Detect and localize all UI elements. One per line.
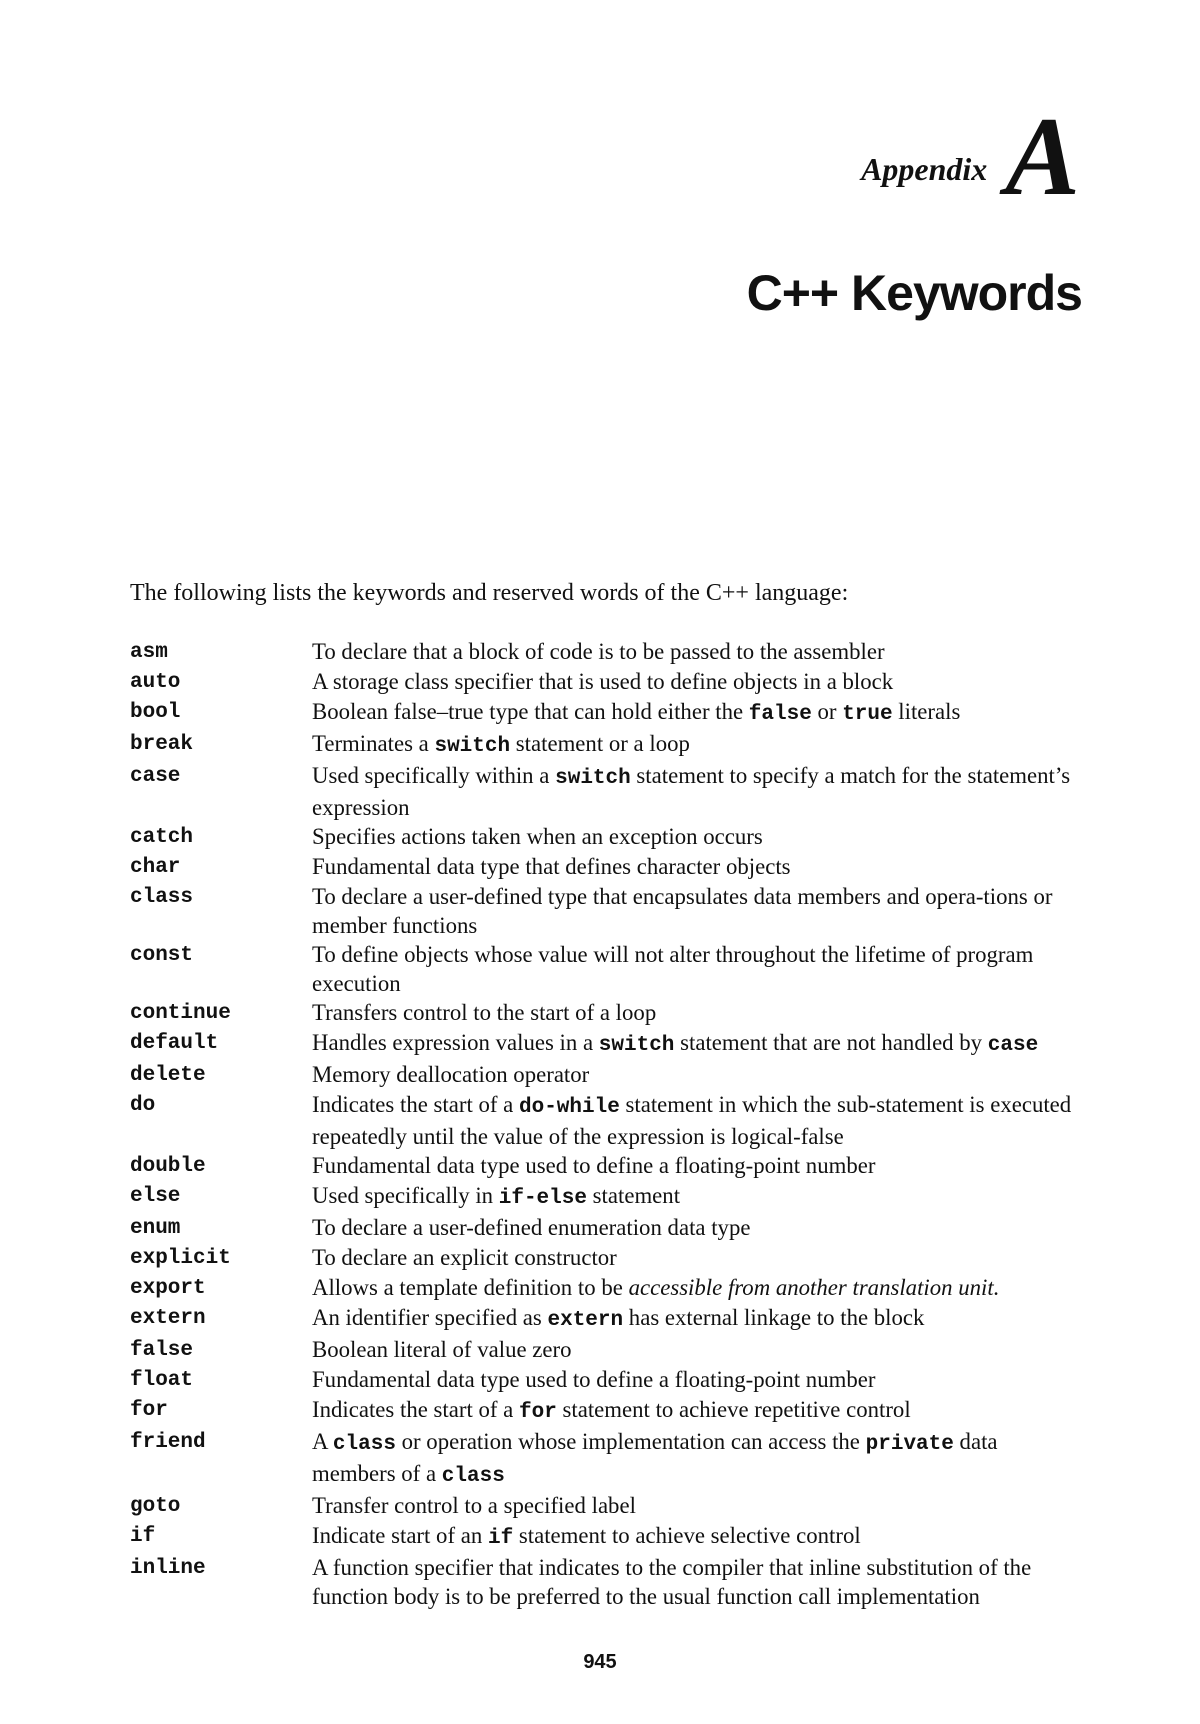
description-text: Handles expression values in a <box>312 1030 599 1055</box>
chapter-title: C++ Keywords <box>746 265 1082 321</box>
keyword-entry <box>130 1213 1080 1243</box>
keyword-description <box>312 1521 1080 1553</box>
keyword-entry <box>130 761 1080 822</box>
keyword-description <box>312 1151 1080 1180</box>
description-text: A function specifier that indicates to the compiler that inline substitution of the function body is to be preferred to the usual function call implementation <box>312 1555 1032 1609</box>
description-text: A <box>312 1429 333 1454</box>
keyword-entry <box>130 1553 1080 1611</box>
description-text: Fundamental data type used to define a floating-point number <box>312 1153 876 1178</box>
inline-code: switch <box>598 1034 675 1057</box>
keyword-term: delete <box>130 1064 206 1087</box>
description-text: literals <box>892 699 961 724</box>
description-text: Indicates the start of a <box>312 1092 519 1117</box>
keyword-term: do <box>130 1094 156 1117</box>
keyword-entry <box>130 1303 1080 1335</box>
keyword-term: if <box>130 1525 156 1548</box>
keyword-description <box>312 1491 1080 1520</box>
description-text: statement to achieve repetitive control <box>556 1397 911 1422</box>
keyword-entry <box>130 1491 1080 1521</box>
keyword-term: for <box>130 1399 168 1422</box>
keyword-description <box>312 940 1080 998</box>
keyword-entry <box>130 940 1080 998</box>
keyword-description <box>312 882 1080 940</box>
appendix-heading <box>861 95 1080 219</box>
description-text: or <box>811 699 843 724</box>
keyword-entry <box>130 1028 1080 1060</box>
keyword-entry <box>130 1521 1080 1553</box>
keyword-description <box>312 822 1080 851</box>
keyword-term: continue <box>130 1002 231 1025</box>
keyword-term: enum <box>130 1217 181 1240</box>
inline-code: private <box>865 1433 954 1456</box>
keyword-entry <box>130 1335 1080 1365</box>
keyword-term: class <box>130 886 194 909</box>
italic-text: accessible from another translation unit. <box>628 1275 1000 1300</box>
keyword-term: export <box>130 1277 206 1300</box>
keyword-description <box>312 1303 1080 1335</box>
keyword-description <box>312 1181 1080 1213</box>
keyword-list <box>130 637 1080 1611</box>
description-text: statement to achieve selective control <box>513 1523 861 1548</box>
description-text: To declare an explicit constructor <box>312 1245 617 1270</box>
keyword-term: case <box>130 765 181 788</box>
keyword-description <box>312 1243 1080 1272</box>
description-text: statement or a loop <box>510 731 690 756</box>
description-text: Terminates a <box>312 731 435 756</box>
keyword-description <box>312 1213 1080 1242</box>
inline-code: do-while <box>519 1096 620 1119</box>
description-text: or operation whose implementation can access the <box>395 1429 866 1454</box>
description-text: Boolean literal of value zero <box>312 1337 572 1362</box>
keyword-description <box>312 697 1080 729</box>
keyword-description <box>312 1395 1080 1427</box>
keyword-description <box>312 1365 1080 1394</box>
keyword-entry <box>130 1090 1080 1151</box>
keyword-term: asm <box>130 641 168 664</box>
keyword-entry <box>130 998 1080 1028</box>
keyword-description <box>312 667 1080 696</box>
inline-code: if-else <box>498 1187 587 1210</box>
keyword-entry <box>130 667 1080 697</box>
keyword-term: break <box>130 733 194 756</box>
description-text: Fundamental data type used to define a floating-point number <box>312 1367 876 1392</box>
keyword-entry <box>130 637 1080 667</box>
description-text: Used specifically within a <box>312 763 556 788</box>
keyword-term: explicit <box>130 1247 231 1270</box>
inline-code: if <box>487 1527 514 1550</box>
keyword-description <box>312 1427 1080 1491</box>
keyword-description <box>312 1090 1080 1151</box>
description-text: has external linkage to the block <box>623 1305 925 1330</box>
description-text: statement in which the sub-statement is executed repeatedly until the value of the expression is logical-false <box>312 1092 1072 1149</box>
keyword-description <box>312 1273 1080 1302</box>
keyword-term: else <box>130 1185 181 1208</box>
keyword-entry <box>130 1181 1080 1213</box>
description-text: Allows a template definition to be <box>312 1275 629 1300</box>
description-text: Memory deallocation operator <box>312 1062 590 1087</box>
description-text: statement <box>586 1183 681 1208</box>
page-number: 945 <box>583 1651 617 1673</box>
keyword-description <box>312 1028 1080 1060</box>
description-text: Specifies actions taken when an exception occurs <box>312 824 763 849</box>
intro-paragraph: The following lists the keywords and reserved words of the C++ language: <box>130 580 849 606</box>
inline-code: for <box>519 1401 557 1424</box>
appendix-letter: A <box>1005 95 1080 219</box>
keyword-entry <box>130 852 1080 882</box>
keyword-term: default <box>130 1032 219 1055</box>
keyword-description <box>312 998 1080 1027</box>
description-text: To define objects whose value will not alter throughout the lifetime of program execution <box>312 942 1034 996</box>
keyword-term: double <box>130 1155 206 1178</box>
keyword-term: inline <box>130 1557 206 1580</box>
description-text: statement to specify a match for the statement’s expression <box>312 763 1071 820</box>
description-text: An identifier specified as <box>312 1305 548 1330</box>
keyword-entry <box>130 1243 1080 1273</box>
description-text: Indicates the start of a <box>312 1397 519 1422</box>
description-text: Boolean false–true type that can hold either the <box>312 699 749 724</box>
keyword-term: friend <box>130 1431 206 1454</box>
keyword-entry <box>130 822 1080 852</box>
keyword-description <box>312 637 1080 666</box>
keyword-entry <box>130 1395 1080 1427</box>
appendix-word: Appendix <box>861 151 988 188</box>
keyword-term: extern <box>130 1307 206 1330</box>
description-text: Indicate start of an <box>312 1523 488 1548</box>
inline-code: true <box>842 703 893 726</box>
keyword-term: goto <box>130 1495 181 1518</box>
keyword-entry <box>130 1273 1080 1303</box>
keyword-term: auto <box>130 671 181 694</box>
keyword-term: false <box>130 1339 194 1362</box>
description-text: Transfers control to the start of a loop <box>312 1000 657 1025</box>
inline-code: case <box>987 1034 1039 1057</box>
keyword-term: catch <box>130 826 194 849</box>
description-text: Used specifically in <box>312 1183 499 1208</box>
inline-code: class <box>441 1465 505 1488</box>
keyword-term: float <box>130 1369 194 1392</box>
keyword-description <box>312 761 1080 822</box>
keyword-entry <box>130 1060 1080 1090</box>
keyword-term: bool <box>130 701 181 724</box>
inline-code: class <box>332 1433 396 1456</box>
inline-code: switch <box>434 735 511 758</box>
keyword-entry <box>130 697 1080 729</box>
keyword-entry <box>130 729 1080 761</box>
inline-code: extern <box>547 1309 624 1332</box>
keyword-term: char <box>130 856 181 879</box>
keyword-entry <box>130 1365 1080 1395</box>
keyword-entry <box>130 1427 1080 1491</box>
inline-code: false <box>748 703 812 726</box>
keyword-description <box>312 852 1080 881</box>
description-text: To declare a user-defined type that encapsulates data members and opera-tions or member functions <box>312 884 1053 938</box>
description-text: A storage class specifier that is used to define objects in a block <box>312 669 894 694</box>
description-text: statement that are not handled by <box>674 1030 988 1055</box>
keyword-term: const <box>130 944 194 967</box>
inline-code: switch <box>555 767 631 790</box>
description-text: To declare that a block of code is to be passed to the assembler <box>312 639 885 664</box>
keyword-entry <box>130 882 1080 940</box>
keyword-description <box>312 729 1080 761</box>
keyword-description <box>312 1335 1080 1364</box>
keyword-entry <box>130 1151 1080 1181</box>
keyword-description <box>312 1553 1080 1611</box>
description-text: Transfer control to a specified label <box>312 1493 636 1518</box>
keyword-description <box>312 1060 1080 1089</box>
description-text: To declare a user-defined enumeration data type <box>312 1215 751 1240</box>
description-text: data members of a <box>312 1429 998 1486</box>
description-text: Fundamental data type that defines character objects <box>312 854 791 879</box>
